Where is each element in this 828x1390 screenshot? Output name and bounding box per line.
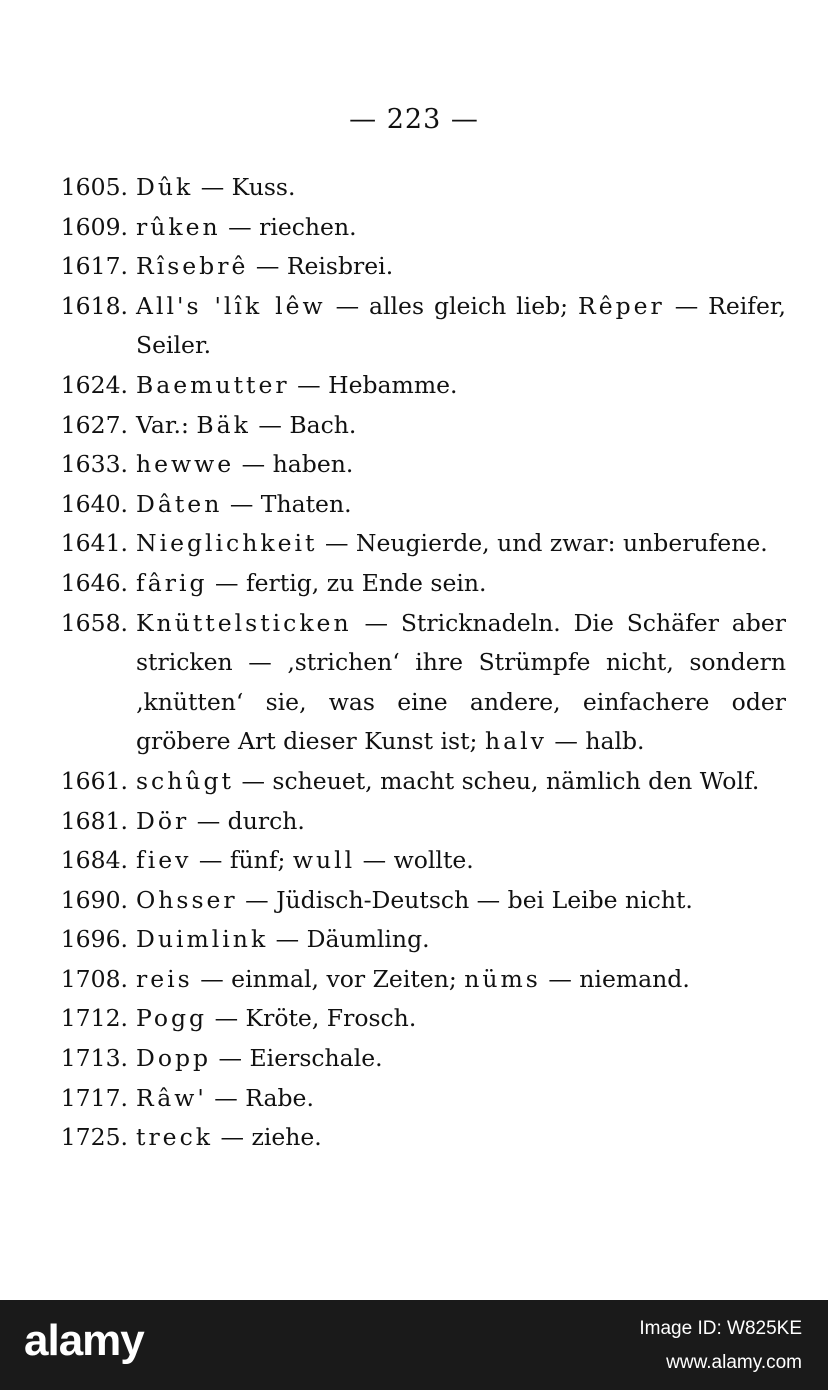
dialect-term: rûken [136,212,221,241]
glossary-entry [46,1079,786,1119]
dialect-term: wull [292,846,356,875]
glossary-entry [46,999,786,1039]
alamy-logo: alamy [24,1316,144,1365]
entry-text [136,287,786,366]
definition-text: — Hebamme. [289,370,458,399]
entry-text [136,564,786,604]
watermark-footer [0,1300,828,1390]
entry-number: 1708. [60,964,128,993]
site-url: www.alamy.com [666,1352,802,1373]
definition-text: — Eierschale. [211,1044,383,1073]
glossary-entry [46,841,786,881]
dialect-term: treck [136,1123,213,1152]
definition-text: — Kröte, Frosch. [207,1004,417,1033]
definition-text: — Reisbrei. [248,252,394,281]
glossary-entry [46,762,786,802]
dialect-term: schûgt [136,766,234,795]
glossary-entry [46,802,786,842]
glossary-entry [46,168,786,208]
definition-text: — haben. [234,450,354,479]
entry-number: 1661. [60,766,128,795]
glossary-entry [46,366,786,406]
dialect-term: Ohsser [136,885,238,914]
glossary-entry [46,247,786,287]
entry-number: 1712. [60,1004,128,1033]
entry-text [136,445,786,485]
glossary-entry [46,920,786,960]
definition-text: — Rabe. [206,1083,314,1112]
entry-number: 1681. [60,806,128,835]
dialect-term: Baemutter [136,370,290,399]
glossary-entry [46,406,786,446]
entry-number: 1618. [60,291,128,320]
dialect-term: Rîsebrê [136,252,249,281]
entry-text [136,485,786,525]
definition-text: — niemand. [540,964,690,993]
definition-text: — einmal, vor Zeiten; [192,964,465,993]
entry-number: 1624. [60,370,128,399]
entry-text [136,841,786,881]
dialect-term: All's 'lîk lêw [136,291,326,320]
definition-text: — durch. [189,806,305,835]
entry-number: 1646. [60,568,128,597]
entry-text [136,999,786,1039]
entry-number: 1633. [60,450,128,479]
entry-text [136,208,786,248]
entry-number: 1609. [60,212,128,241]
entry-number: 1658. [60,608,128,637]
entry-text [136,168,786,208]
glossary-entry [46,445,786,485]
dialect-term: Râw' [136,1083,207,1112]
glossary-entry [46,881,786,921]
dialect-term: reis [136,964,193,993]
image-id-label: Image ID: W825KE [639,1318,802,1339]
entry-text [136,366,786,406]
dialect-term: halv [484,727,547,756]
dialect-term: Pogg [136,1004,208,1033]
entry-number: 1640. [60,489,128,518]
glossary-entry [46,1118,786,1158]
page-number: — 223 — [349,104,479,135]
entry-number: 1690. [60,885,128,914]
dialect-term: fârig [136,568,208,597]
definition-text: — ziehe. [213,1123,322,1152]
dialect-term: Dûk [136,173,194,201]
entry-text [136,1118,786,1158]
entry-number: 1696. [60,925,128,954]
definition-text: — Kuss. [193,173,296,201]
glossary-entry [46,1039,786,1079]
entry-number: 1717. [60,1083,128,1112]
definition-text: — halb. [546,727,645,756]
definition-text: — fünf; [191,846,293,875]
dialect-term: Rêper [578,291,665,320]
definition-text: Var.: [136,410,197,439]
definition-text: — Bach. [250,410,357,439]
entry-text [136,604,786,762]
entry-number: 1627. [60,410,128,439]
definition-text: — alles gleich lieb; [325,291,578,320]
entry-text [136,762,786,802]
glossary-entry [46,960,786,1000]
glossary-entry [46,564,786,604]
definition-text: — Stricknadeln. Die Schäfer aber stricken — ‚strichen‘ ihre Strümpfe nicht, sondern ‚knütten‘ sie, was eine andere, einfachere oder gröbere Art dieser Kunst ist; [136,608,786,756]
dialect-term: nüms [464,964,541,993]
dialect-term: hewwe [136,450,235,479]
definition-text: — fertig, zu Ende sein. [207,568,487,597]
definition-text: — scheuet, macht scheu, nämlich den Wolf. [233,766,760,795]
glossary-entry [46,208,786,248]
entry-number: 1617. [60,252,128,281]
entry-number: 1684. [60,846,128,875]
entry-text [136,1079,786,1119]
entry-text [136,406,786,446]
dialect-term: Dâten [136,489,223,518]
dialect-term: Bäk [196,410,251,439]
glossary-entry [46,524,786,564]
glossary-entry [46,604,786,762]
definition-text: — Thaten. [222,489,352,518]
definition-text: — Reifer, Seiler. [136,291,786,360]
entry-text [136,920,786,960]
entry-text [136,960,786,1000]
entry-number: 1605. [60,173,128,201]
definition-text: — Neugierde, und zwar: unberufene. [317,529,768,558]
dialect-term: Duimlink [136,925,269,954]
dialect-term: Nieglichkeit [136,529,318,558]
entry-text [136,247,786,287]
glossary-entry [46,287,786,366]
entry-text [136,881,786,921]
definition-text: — Däumling. [268,925,430,954]
definition-text: — riechen. [220,212,357,241]
entry-number: 1641. [60,529,128,558]
dialect-term: fiev [136,846,192,875]
entry-number: 1713. [60,1044,128,1073]
definition-text: — Jüdisch-Deutsch — bei Leibe nicht. [237,885,693,914]
dialect-term: Knüttelsticken [136,608,352,637]
entry-text [136,524,786,564]
entry-number: 1725. [60,1123,128,1152]
glossary-entry [46,485,786,525]
definition-text: — wollte. [355,846,474,875]
dialect-term: Dör [136,806,190,835]
glossary-list [46,168,786,1158]
entry-text [136,1039,786,1079]
entry-text [136,802,786,842]
dialect-term: Dopp [136,1044,212,1073]
